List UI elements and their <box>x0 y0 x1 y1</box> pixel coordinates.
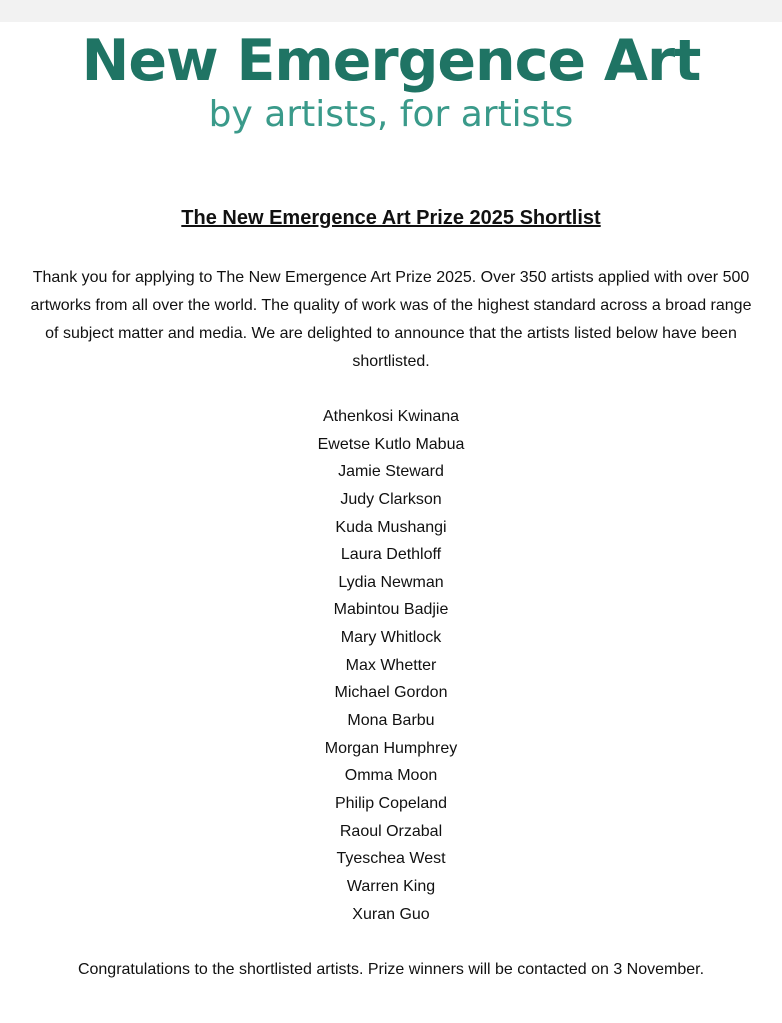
artist-item: Morgan Humphrey <box>324 739 458 757</box>
page-heading: The New Emergence Art Prize 2025 Shortlist <box>181 207 601 229</box>
closing-paragraph: Congratulations to the shortlisted artists. Prize winners will be contacted on 3 November. <box>77 961 705 978</box>
artist-item: Jamie Steward <box>338 463 444 481</box>
logo <box>0 26 782 136</box>
artist-item: Warren King <box>346 877 436 895</box>
artist-item: Kuda Mushangi <box>335 518 447 536</box>
artist-item: Mabintou Badjie <box>333 601 449 619</box>
top-strip <box>0 0 782 22</box>
artist-item: Mona Barbu <box>347 712 435 730</box>
logo-subtitle: by artists, for artists <box>208 94 574 135</box>
artist-item: Max Whetter <box>345 656 437 674</box>
artist-item: Ewetse Kutlo Mabua <box>317 435 465 453</box>
artist-item: Michael Gordon <box>334 684 448 702</box>
artist-item: Judy Clarkson <box>340 490 442 508</box>
artist-item: Philip Copeland <box>334 794 448 812</box>
artist-item: Xuran Guo <box>352 905 430 923</box>
intro-paragraph: Thank you for applying to The New Emergence Art Prize 2025. Over 350 artists applied with over 500 artworks from all over the world. The quality of work was of the highest standard across a broad range of subject matter and media. We are delighted to announce that the artists listed below have been shortlisted. <box>30 269 752 370</box>
artist-item: Raoul Orzabal <box>339 822 443 840</box>
logo-title: New Emergence Art <box>81 28 701 94</box>
artist-item: Mary Whitlock <box>340 629 442 647</box>
artist-item: Athenkosi Kwinana <box>322 408 460 425</box>
artist-item: Omma Moon <box>344 767 438 785</box>
artist-item: Lydia Newman <box>338 573 444 591</box>
artist-list <box>0 403 782 928</box>
artist-item: Laura Dethloff <box>340 546 442 564</box>
artist-item: Tyeschea West <box>336 850 446 868</box>
